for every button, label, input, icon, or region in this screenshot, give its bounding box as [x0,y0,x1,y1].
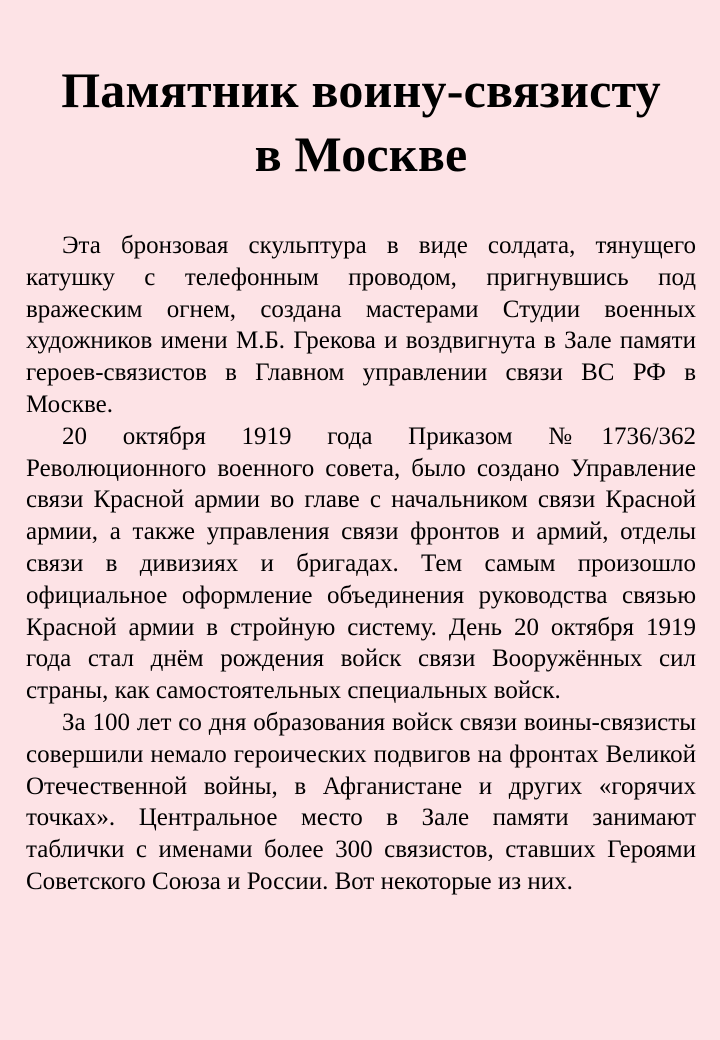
paragraph-3: За 100 лет со дня образования войск связи воины-связисты совершили немало героических подвигов на фронтах Великой Отечественной войны, в Афганистане и других «горячих точках». Центральное место в Зале памяти занимают таблички с именами более 300 связистов, ставших Героями Советского Союза и России. Вот некоторые из них. [26,708,696,895]
title-line-2: в Москве [254,126,468,182]
paragraph-1: Эта бронзовая скульптура в виде солдата, тянущего катушку с телефонным проводом, пригнувшись под вражеским огнем, создана мастерами Студии военных художников имени М.Б. Грекова и воздвигнута в Зале памяти героев-связистов в Главном управлении связи ВС РФ в Москве. [26,232,696,418]
paragraph-2: 20 октября 1919 года Приказом №1736/362 Революционного военного совета, было создано Управление связи Красной армии во главе с начальником связи Красной армии, а также управления связи фронтов и армий, отделы связи в дивизиях и бригадах. Тем самым произошло официальное оформление объединения руководства связью Красной армии в стройную систему. День 20 октября 1919 года стал днём рождения войск связи Вооружённых сил страны, как самостоятельных специальных войск. [26,422,696,705]
article-body [26,230,696,898]
page-title [26,0,696,186]
title-line-1: Памятник воину-связисту [61,62,661,118]
